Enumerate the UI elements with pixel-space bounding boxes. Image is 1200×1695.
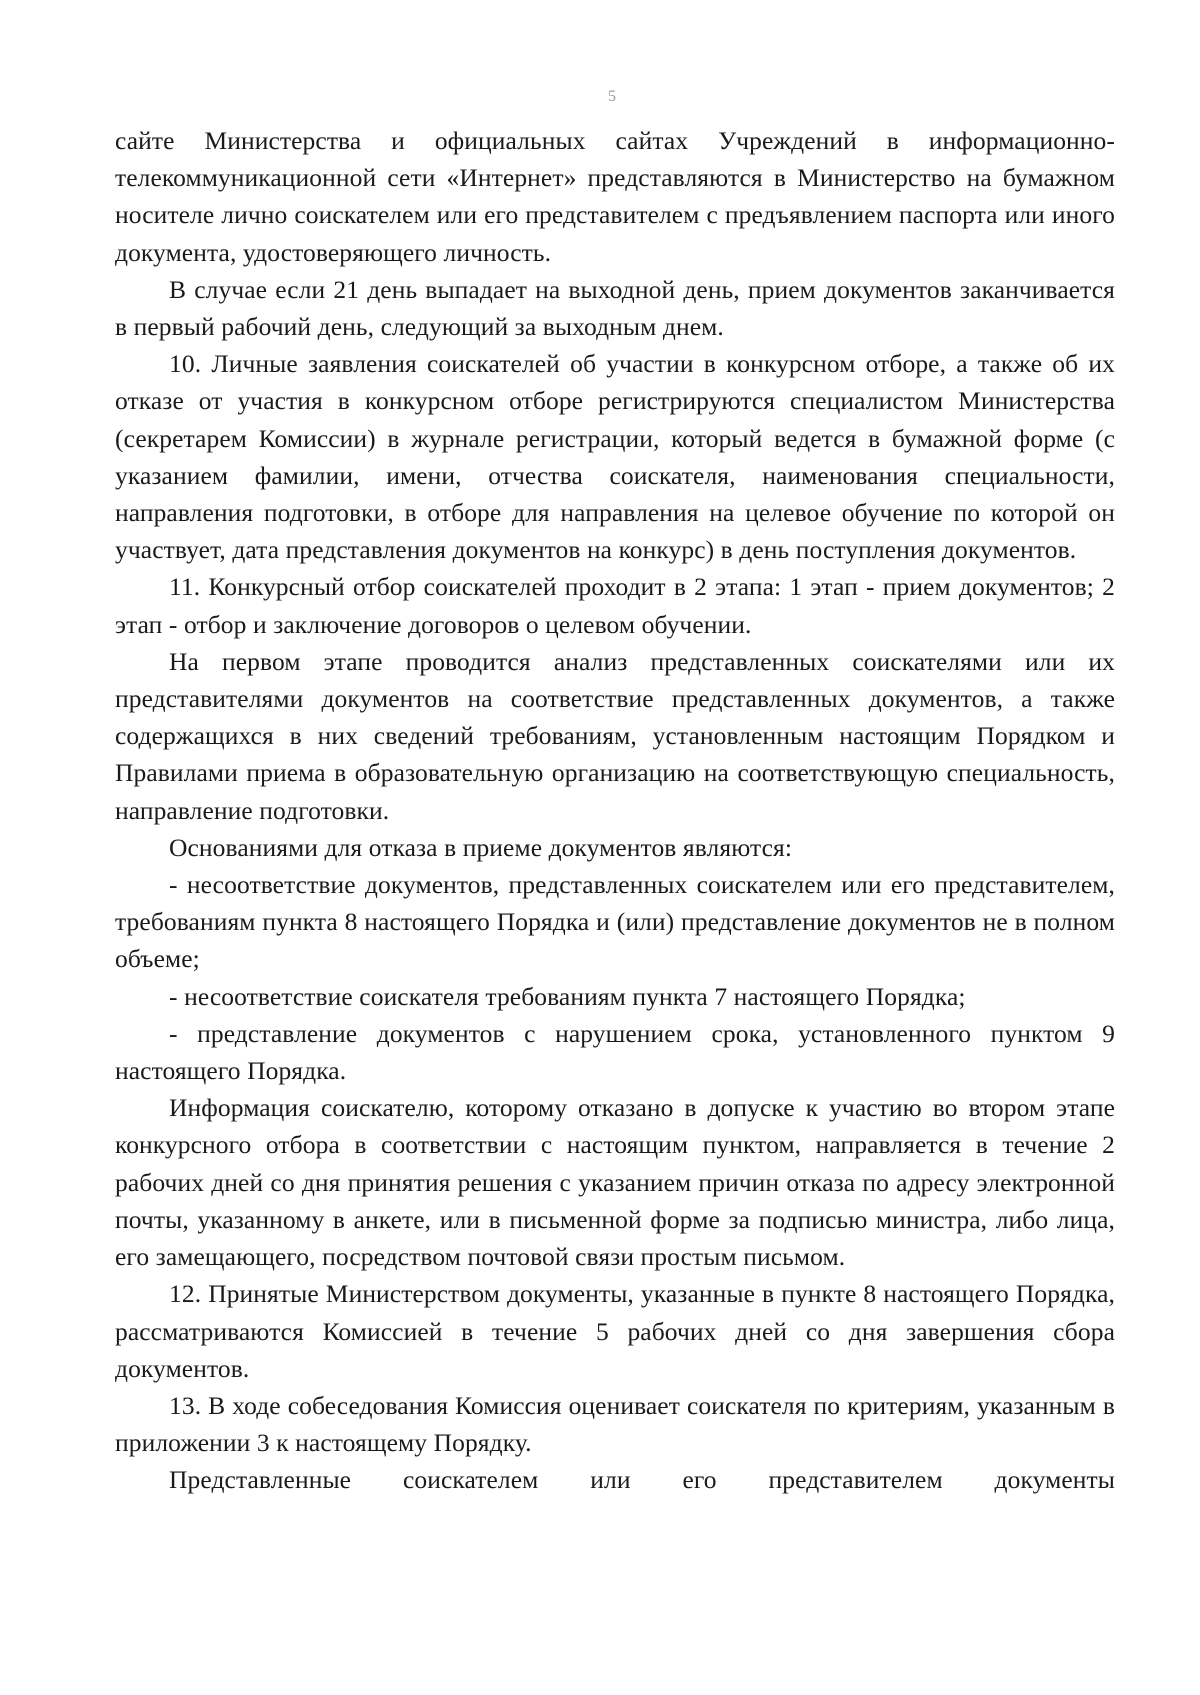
paragraph: 12. Принятые Министерством документы, указанные в пункте 8 настоящего Порядка, рассматриваются Комиссией в течение 5 рабочих дней со дня завершения сбора документов. xyxy=(115,1279,1115,1383)
document-body xyxy=(115,122,1115,1499)
paragraph: Основаниями для отказа в приеме документов являются: xyxy=(169,832,793,862)
list-item: - несоответствие соискателя требованиям пункта 7 настоящего Порядка; xyxy=(169,981,966,1011)
paragraph: 11. Конкурсный отбор соискателей проходит в 2 этапа: 1 этап - прием документов; 2 этап - отбор и заключение договоров о целевом обучении. xyxy=(115,572,1115,639)
list-item: - представление документов с нарушением срока, установленного пунктом 9 настоящего Порядка. xyxy=(115,1018,1115,1086)
paragraph: Представленные соискателем или его представителем документы xyxy=(169,1465,1115,1495)
paragraph: Информация соискателю, которому отказано в допуске к участию во втором этапе конкурсного отбора в соответствии с настоящим пунктом, направляется в течение 2 рабочих дней со дня принятия решения с указанием причин отказа по адресу электронной почты, указанному в анкете, или в письменной форме за подписью министра, либо лица, его замещающего, посредством почтовой связи простым письмом. xyxy=(115,1093,1115,1272)
page-number: 5 xyxy=(608,88,616,105)
paragraph: 10. Личные заявления соискателей об участии в конкурсном отборе, а также об их отказе от участия в конкурсном отборе регистрируются специалистом Министерства (секретарем Комиссии) в журнале регистрации, который ведется в бумажной форме (с указанием фамилии, имени, отчества соискателя, наименования специальности, направления подготовки, в отборе для направления на целевое обучение по которой он участвует, дата представления документов на конкурс) в день поступления документов. xyxy=(115,349,1115,565)
paragraph: 13. В ходе собеседования Комиссия оценивает соискателя по критериям, указанным в приложении 3 к настоящему Порядку. xyxy=(115,1390,1115,1458)
list-item: - несоответствие документов, представленных соискателем или его представителем, требованиям пункта 8 настоящего Порядка и (или) представление документов не в полном объеме; xyxy=(115,870,1115,974)
paragraph: В случае если 21 день выпадает на выходной день, прием документов заканчивается в первый рабочий день, следующий за выходным днем. xyxy=(115,274,1115,342)
paragraph: На первом этапе проводится анализ представленных соискателями или их представителями документов на соответствие представленных документов, а также содержащихся в них сведений требованиям, установленным настоящим Порядком и Правилами приема в образовательную организацию на соответствующую специальность, направление подготовки. xyxy=(115,646,1115,825)
paragraph: сайте Министерства и официальных сайтах Учреждений в информационно-телекоммуникационной сети «Интернет» представляются в Министерство на бумажном носителе лично соискателем или его представителем с предъявлением паспорта или иного документа, удостоверяющего личность. xyxy=(115,126,1115,267)
